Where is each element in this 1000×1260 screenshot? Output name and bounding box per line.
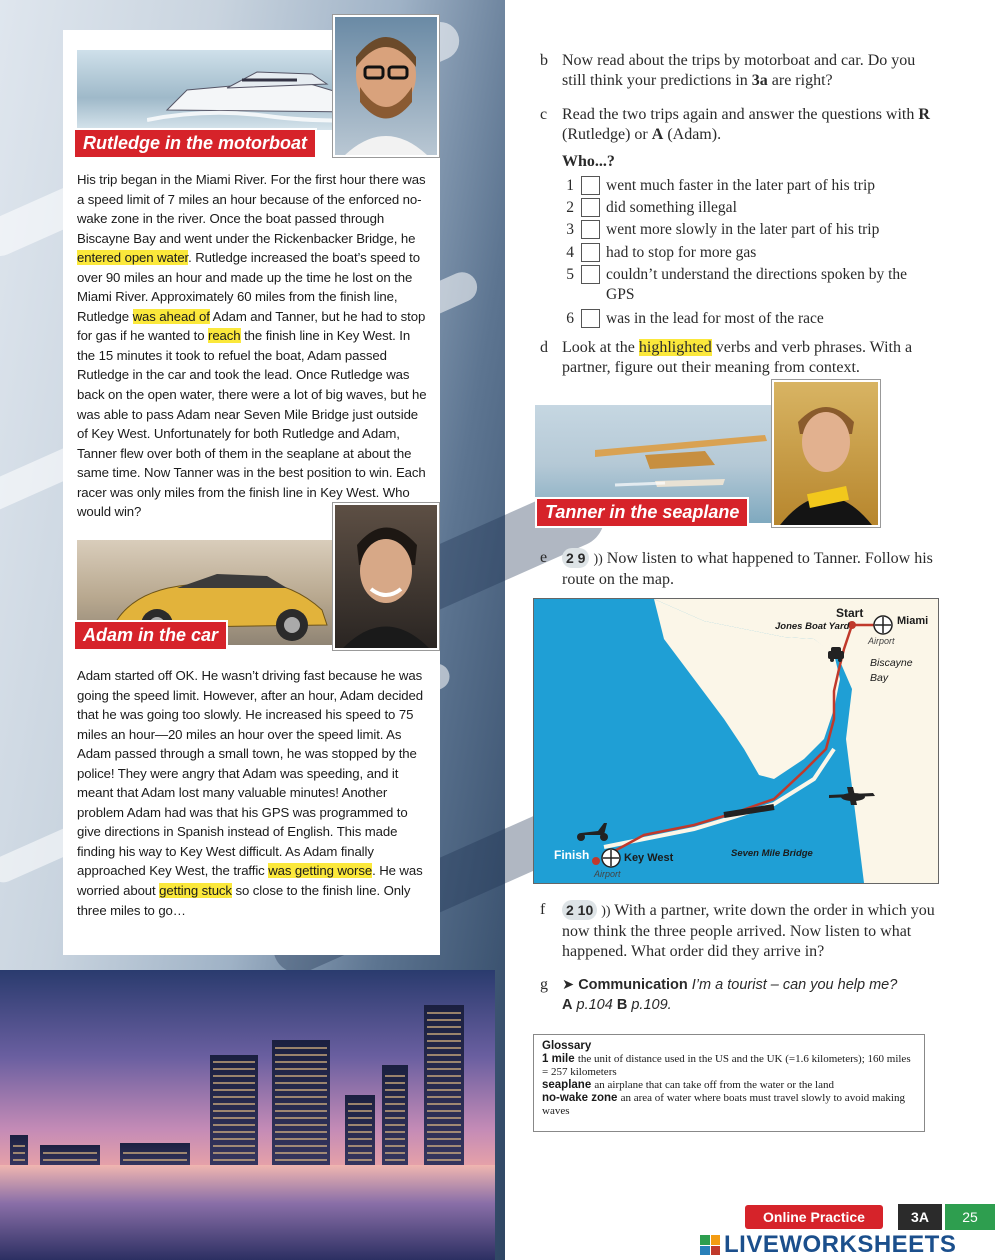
item-text: went much faster in the later part of his trip — [606, 177, 876, 194]
question-e: e 2 9 )) Now listen to what happened to Tanner. Follow his route on the map. — [540, 549, 933, 588]
answer-box[interactable] — [581, 265, 600, 284]
item-text: couldn’t understand the directions spoken by the GPS — [606, 266, 908, 303]
reading-panel — [63, 30, 440, 955]
rutledge-paragraph: His trip began in the Miami River. For the first hour there was a speed limit of 7 miles an hour because of the enforced no-wake zone in the river. Once the boat passed through Biscayne Bay and went under the Rickenbacker Bridge, he entered open water. Rutledge increased the boat’s speed to over 90 miles an hour and made up the time he lost on the Miami River. Approximately 60 miles from the finish line, Rutledge was ahead of Adam and Tanner, but he had to stop for gas if he wanted to reach the finish line in Key West. In the 15 minutes it took to refuel the boat, Adam passed Rutledge in the car and took the lead. Once Rutledge was back on the open water, there were a lot of big waves, but he was able to pass Adam near Seven Mile Bridge just outside of Key West. Unfortunately for both Rutledge and Adam, Tanner flew over both of them in the seaplane at about the same time. Now Tanner was in the best position to win. Each racer was only miles from the finish line in Key West. Who would win? — [77, 172, 427, 520]
item-number: 3 — [566, 221, 574, 238]
map-label-jones: Jones Boat Yard — [775, 621, 850, 632]
map-label-airport: Airport — [868, 636, 895, 646]
map-label-miami: Miami — [897, 615, 929, 627]
highlighted-phrase: reach — [208, 328, 241, 344]
tanner-portrait — [772, 380, 880, 527]
miami-skyline-photo — [0, 970, 495, 1260]
map-label-keywest: Key West — [624, 852, 674, 864]
question-b: b Now read about the trips by motorboat and car. Do you still think your predictions in 3a are right? — [540, 52, 916, 89]
adam-portrait — [333, 503, 439, 650]
who-heading: Who...? — [562, 153, 615, 170]
rutledge-caption: Rutledge in the motorboat — [73, 128, 317, 159]
map-label-finish: Finish — [554, 848, 590, 862]
sound-icon: )) — [601, 904, 611, 919]
item-text: had to stop for more gas — [606, 244, 757, 261]
highlighted-phrase: entered open water — [77, 250, 189, 266]
answer-box[interactable] — [581, 243, 600, 262]
item-number: 5 — [566, 266, 574, 283]
highlighted-phrase: was getting worse — [268, 863, 373, 879]
glossary-title: Glossary — [542, 1040, 592, 1052]
question-f: f 2 10 )) With a partner, write down the order in which you now think the three people arrived. Now listen to what happened. What order did they arrive in? — [540, 901, 935, 960]
unit-badge: 3A — [898, 1204, 942, 1230]
audio-track-icon[interactable]: 2 10 — [562, 900, 597, 920]
question-c: c Read the two trips again and answer the questions with R (Rutledge) or A (Adam). Who...? — [540, 105, 940, 172]
highlighted-phrase: getting stuck — [159, 883, 232, 899]
item-number: 4 — [566, 244, 574, 261]
map-label-airport: Airport — [594, 869, 621, 879]
item-number: 2 — [566, 199, 574, 216]
map-label-start: Start — [836, 606, 864, 620]
question-g: g ➤ Communication I’m a tourist – can you help me? A p.104 B p.109. — [540, 976, 898, 1013]
map-label-bridge: Seven Mile Bridge — [731, 848, 813, 859]
answer-box[interactable] — [581, 176, 600, 195]
item-number: 6 — [566, 310, 574, 327]
answer-box[interactable] — [581, 309, 600, 328]
rutledge-portrait — [333, 15, 439, 157]
glossary-box — [533, 1034, 925, 1132]
item-text: did something illegal — [606, 199, 737, 216]
liveworksheets-logo — [700, 1231, 998, 1259]
item-text: went more slowly in the later part of his trip — [606, 221, 880, 238]
online-practice-badge[interactable]: Online Practice — [745, 1205, 883, 1229]
map-label-biscayne: Biscayne Bay — [870, 657, 913, 684]
answer-box[interactable] — [581, 220, 600, 239]
adam-paragraph: Adam started off OK. He wasn’t driving fast because he was going the speed limit. However, after an hour, Adam decided that he was going too slowly. He increased his speed to 75 miles an hour—20 miles an hour over the speed limit. As Adam passed through a small town, he was stopped by the police! They were angry that Adam was speeding, and it meant that Adam lost many valuable minutes! Another problem Adam had was that his GPS was programmed to give directions in Spanish instead of English. This made finding his way to Key West difficult. As Adam finally approached Key West, the traffic was getting worse. He was worried about getting stuck so close to the finish line. Only three miles to go… — [77, 668, 423, 918]
highlighted-phrase: was ahead of — [132, 308, 210, 324]
adam-caption: Adam in the car — [73, 620, 228, 651]
answer-box[interactable] — [581, 198, 600, 217]
audio-track-icon[interactable]: 2 9 — [562, 548, 589, 568]
question-d: d Look at the highlighted verbs and verb phrases. With a partner, figure out their meaning from context. — [540, 339, 913, 376]
tanner-caption: Tanner in the seaplane — [535, 497, 749, 528]
glossary-entry: 1 mile the unit of distance used in the US and the UK (=1.6 kilometers); 160 miles = 257 kilometers — [542, 1053, 911, 1078]
glossary-entry: seaplane an airplane that can take off from the water or the land — [542, 1079, 834, 1091]
scooter-icon — [577, 823, 608, 841]
item-text: was in the lead for most of the race — [606, 310, 824, 327]
glossary-entry: no-wake zone an area of water where boats must travel slowly to avoid making waves — [542, 1092, 905, 1117]
arrow-icon: ➤ — [562, 977, 575, 993]
route-map — [533, 598, 939, 884]
sound-icon: )) — [593, 552, 603, 567]
page-number: 25 — [945, 1204, 995, 1230]
item-number: 1 — [566, 177, 574, 194]
brand-text: LIVEWORKSHEETS — [724, 1231, 957, 1258]
